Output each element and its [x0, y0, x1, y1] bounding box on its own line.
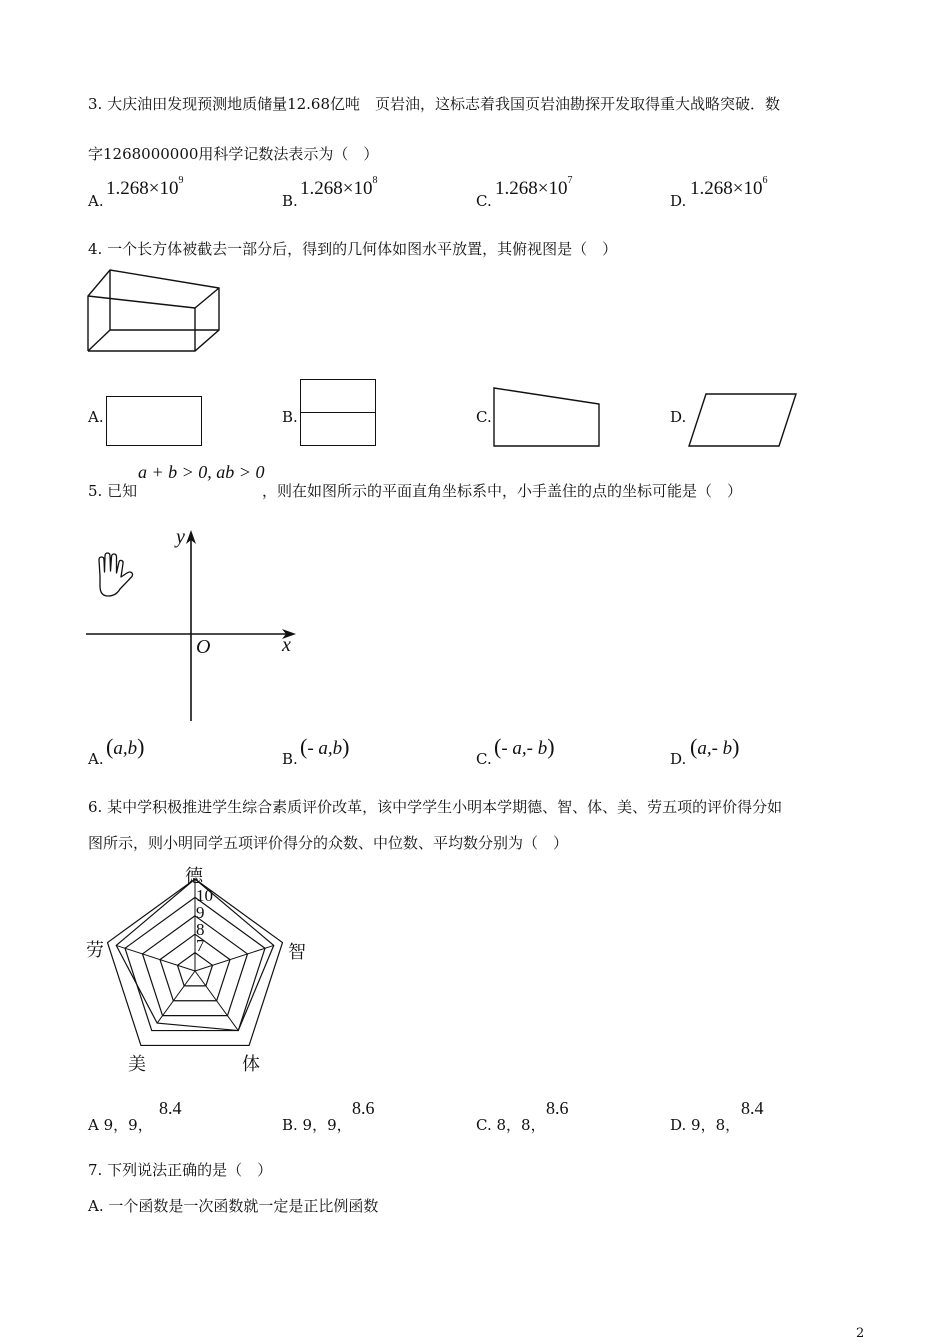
- q4-option-b-shape: [300, 379, 376, 446]
- q4-option-c: C.: [476, 408, 492, 426]
- q5-option-b-value: (- a,b): [300, 734, 350, 759]
- q5-condition: a + b > 0, ab > 0: [138, 462, 265, 482]
- q5-axis-x-label: x: [282, 634, 291, 656]
- q6-option-a-value: 8.4: [159, 1098, 182, 1118]
- q6-line1: 6. 某中学积极推进学生综合素质评价改革，该中学学生小明本学期德、智、体、美、劳五项的评价得分如: [88, 798, 783, 816]
- q6-radar-label-lao: 劳: [86, 940, 104, 961]
- q5-option-b: B.: [282, 750, 298, 768]
- q3-line2: 字1268000000用科学记数法表示为（ ）: [88, 145, 379, 163]
- q4-solid-figure: [86, 268, 221, 358]
- q5-origin-label: O: [196, 636, 211, 658]
- page-number: 2: [856, 1326, 865, 1341]
- q6-radar-scale-7: 7: [196, 936, 205, 955]
- q3-option-d: D.: [670, 192, 687, 210]
- q6-option-d-value: 8.4: [741, 1098, 764, 1118]
- q6-option-a: A 9，9，: [88, 1116, 153, 1134]
- q6-radar-scale-8: 8: [196, 920, 205, 939]
- q3-option-a-value: $1.268\times 10^9$: [106, 174, 184, 199]
- q5-option-c: C.: [476, 750, 492, 768]
- q5-option-a-value: (a,b): [106, 734, 145, 759]
- q5-option-c-value: (- a,- b): [494, 734, 555, 759]
- q4-text: 4. 一个长方体被截去一部分后，得到的几何体如图水平放置，其俯视图是（ ）: [88, 240, 618, 258]
- q5-prefix: 5. 已知: [88, 482, 138, 500]
- q7-text: 7. 下列说法正确的是（ ）: [88, 1161, 273, 1179]
- q3-option-a: A.: [88, 192, 104, 210]
- q6-option-b: B. 9，9，: [282, 1116, 352, 1134]
- q6-line2: 图所示，则小明同学五项评价得分的众数、中位数、平均数分别为（ ）: [88, 834, 569, 852]
- q3-option-b: B.: [282, 192, 298, 210]
- q3-option-c-value: $1.268\times 10^7$: [495, 174, 573, 199]
- q4-option-c-shape: [493, 387, 601, 447]
- q5-option-d: D.: [670, 750, 687, 768]
- q4-option-d: D.: [670, 408, 687, 426]
- q3-option-c: C.: [476, 192, 492, 210]
- q5-axis-y-label: y: [176, 526, 185, 548]
- q6-option-c-value: 8.6: [546, 1098, 569, 1118]
- q6-option-c: C. 8，8，: [476, 1116, 546, 1134]
- q5-option-a: A.: [88, 750, 104, 768]
- q6-radar-scale-10: 10: [196, 886, 213, 905]
- q4-option-d-shape: [688, 393, 798, 447]
- q6-radar-label-zhi: 智: [288, 942, 306, 963]
- q3-option-d-value: $1.268\times 10^6$: [690, 174, 768, 199]
- q5-option-d-value: (a,- b): [690, 734, 740, 759]
- q6-radar-label-de: 德: [185, 866, 203, 887]
- q7-option-a: A. 一个函数是一次函数就一定是正比例函数: [88, 1197, 379, 1215]
- q5-suffix: ，则在如图所示的平面直角坐标系中，小手盖住的点的坐标可能是（ ）: [262, 482, 743, 500]
- q4-option-b-midline: [301, 412, 375, 413]
- q4-option-a-shape: [106, 396, 202, 446]
- q3-line1: 3. 大庆油田发现预测地质储量12.68亿吨 页岩油，这标志着我国页岩油勘探开发取得重大战略突破．数: [88, 95, 781, 113]
- q4-option-a: A.: [88, 408, 104, 426]
- q3-option-b-value: $1.268\times 10^8$: [300, 174, 378, 199]
- q5-coordinate-plane: [86, 526, 306, 722]
- q4-option-b: B.: [282, 408, 298, 426]
- q6-radar-scale-9: 9: [196, 903, 205, 922]
- q6-option-b-value: 8.6: [352, 1098, 375, 1118]
- q6-option-d: D. 9，8，: [670, 1116, 741, 1134]
- q6-radar-label-ti: 体: [242, 1054, 260, 1075]
- q6-radar-label-mei: 美: [128, 1054, 146, 1075]
